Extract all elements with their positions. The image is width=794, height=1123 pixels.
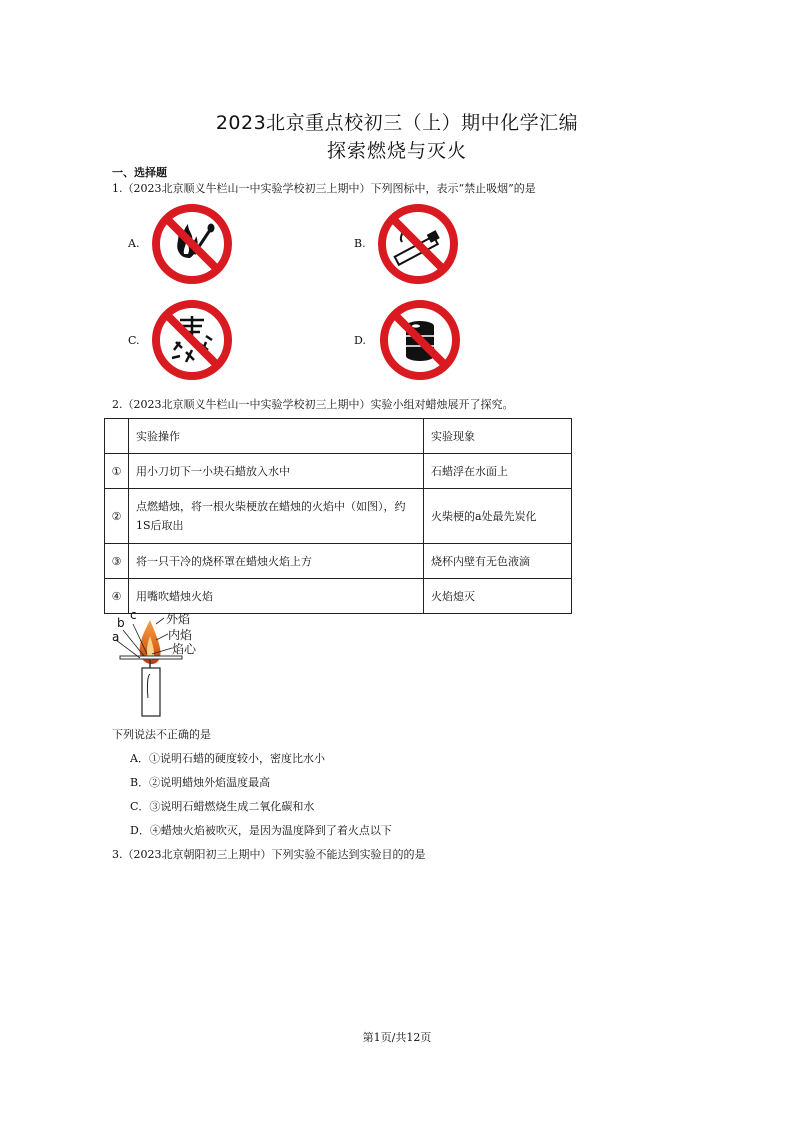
table-cell-result: 火柴梗的a处最先炭化	[424, 489, 572, 544]
table-cell-result: 石蜡浮在水面上	[424, 454, 572, 489]
table-cell-operation: 用嘴吹蜡烛火焰	[129, 579, 424, 614]
option-d-label: D.	[354, 334, 366, 347]
table-cell-num: ①	[105, 454, 129, 489]
flame-label-outer: 外焰	[166, 612, 191, 626]
table-row	[105, 579, 572, 614]
table-cell-operation: 将一只干冷的烧杯罩在蜡烛火焰上方	[129, 544, 424, 579]
flame-label-core: 焰心	[172, 642, 197, 656]
section-heading: 一、选择题	[112, 166, 167, 179]
table-cell-num: ②	[105, 489, 129, 544]
page-footer: 第1页/共12页	[362, 1031, 432, 1044]
table-row	[105, 544, 572, 579]
question-1-stem: 1.（2023北京顺义牛栏山一中实验学校初三上期中）下列图标中，表示“禁止吸烟”的是	[112, 182, 536, 195]
document-title: 2023北京重点校初三（上）期中化学汇编	[215, 112, 579, 134]
question-2-prompt: 下列说法不正确的是	[112, 728, 211, 741]
table-cell-result: 火焰熄灭	[424, 579, 572, 614]
no-smoking-sign-icon	[376, 202, 460, 286]
table-cell-operation: 用小刀切下一小块石蜡放入水中	[129, 454, 424, 489]
question-2-stem: 2.（2023北京顺义牛栏山一中实验学校初三上期中）实验小组对蜡烛展开了探究。	[112, 398, 514, 411]
question-3-stem: 3.（2023北京朝阳初三上期中）下列实验不能达到实验目的的是	[112, 848, 426, 861]
choice-c: C．③说明石蜡燃烧生成二氧化碳和水	[130, 800, 315, 813]
table-header-cell: 实验操作	[129, 419, 424, 454]
table-cell-num: ③	[105, 544, 129, 579]
option-c-label: C.	[128, 334, 140, 347]
flame-label-c: c	[130, 608, 137, 622]
table-header-row	[105, 419, 572, 454]
flame-label-b: b	[117, 616, 125, 630]
choice-a: A．①说明石蜡的硬度较小，密度比水小	[130, 752, 325, 765]
document-subtitle: 探索燃烧与灭火	[326, 140, 467, 162]
flame-label-inner: 内焰	[168, 628, 193, 642]
table-header-cell: 实验现象	[424, 419, 572, 454]
table-row	[105, 454, 572, 489]
experiment-table	[104, 418, 572, 614]
no-fire-no-matches-sign-icon	[150, 202, 234, 286]
flame-label-a: a	[112, 630, 120, 644]
no-firecrackers-sign-icon	[150, 298, 234, 382]
table-cell-num: ④	[105, 579, 129, 614]
table-cell-result: 烧杯内壁有无色液滴	[424, 544, 572, 579]
table-cell-operation: 点燃蜡烛，将一根火柴梗放在蜡烛的火焰中（如图），约1S后取出	[129, 489, 424, 544]
option-a-label: A.	[128, 237, 140, 250]
table-header-cell	[105, 419, 129, 454]
no-oil-barrel-sign-icon	[378, 298, 462, 382]
choice-b: B．②说明蜡烛外焰温度最高	[130, 776, 271, 789]
table-row	[105, 489, 572, 544]
choice-d: D．④蜡烛火焰被吹灭，是因为温度降到了着火点以下	[130, 824, 392, 837]
option-b-label: B.	[354, 237, 366, 250]
